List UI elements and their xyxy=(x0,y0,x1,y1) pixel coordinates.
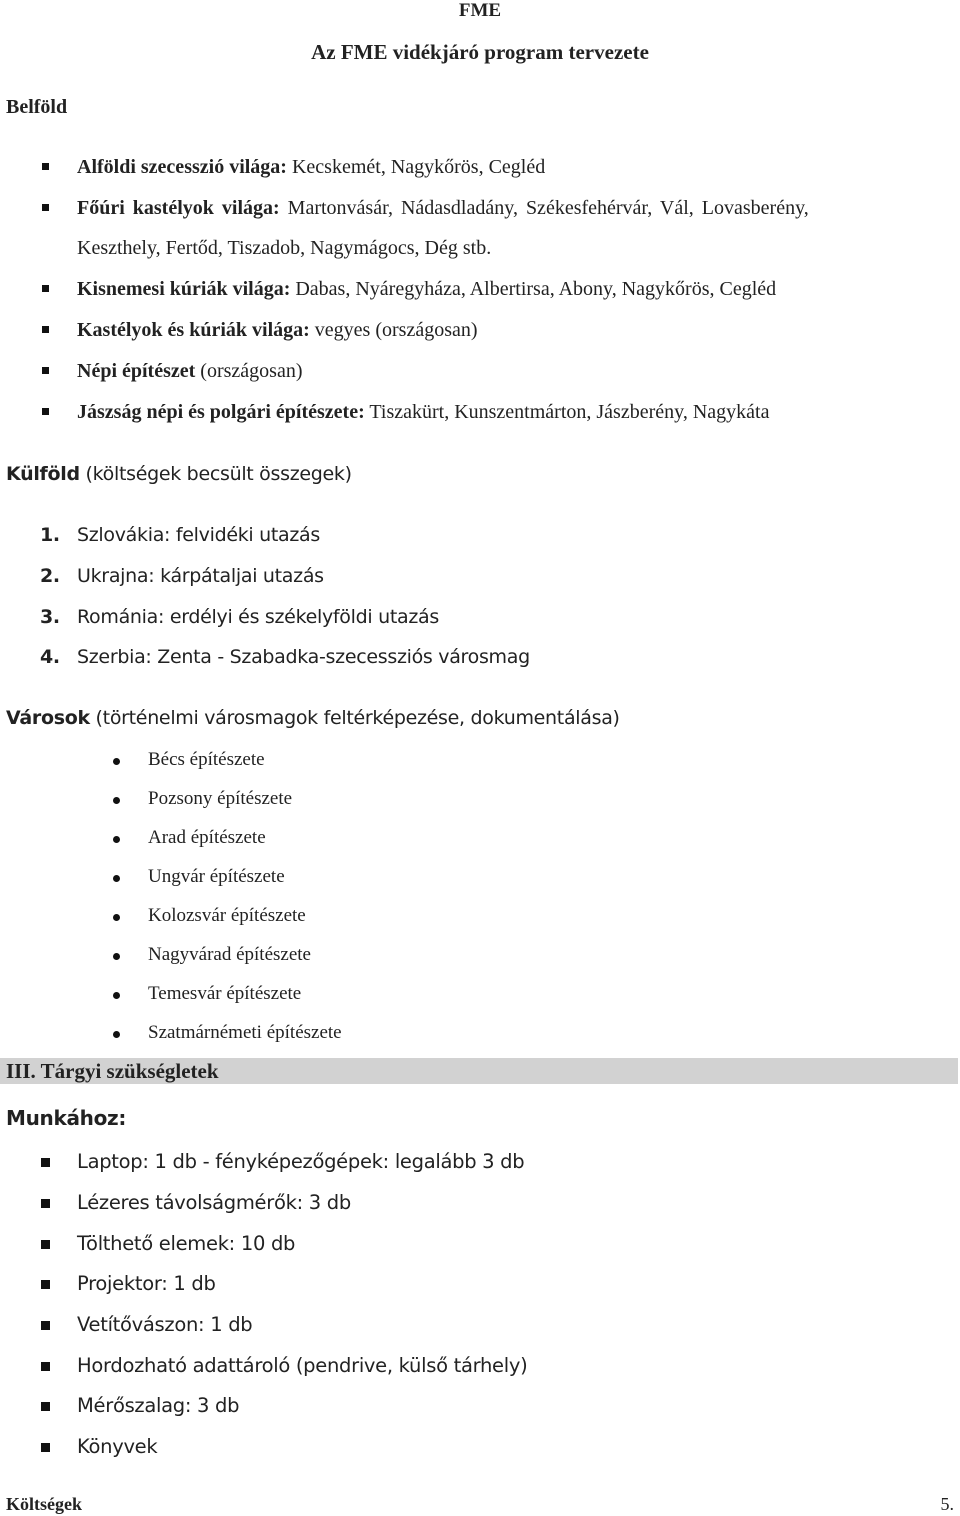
list-item: Ungvár építészete xyxy=(148,866,285,887)
list-item: 1. xyxy=(40,524,60,546)
round-bullet-icon xyxy=(113,875,120,882)
square-bullet-icon xyxy=(41,1443,50,1452)
list-item-continuation: Keszthely, Fertőd, Tiszadob, Nagymágocs, Dég stb. xyxy=(77,237,492,259)
section-heading-belfold: Belföld xyxy=(6,96,68,118)
round-bullet-icon xyxy=(113,953,120,960)
square-bullet-icon xyxy=(41,1280,50,1289)
square-bullet-icon xyxy=(41,1321,50,1330)
section-heading-targyi: III. Tárgyi szükségletek xyxy=(6,1059,219,1083)
list-item: Vetítővászon: 1 db xyxy=(77,1313,253,1336)
list-item-text: Ukrajna: kárpátaljai utazás xyxy=(77,565,324,587)
list-item: 4. xyxy=(40,646,60,668)
list-item: Alföldi szecesszió világa: Kecskemét, Nagykőrös, Cegléd xyxy=(77,156,546,178)
list-item: Főúri kastélyok világa: Martonvásár, Nádasdladány, Székesfehérvár, Vál, Lovasberény, xyxy=(77,197,809,219)
square-bullet-icon xyxy=(42,367,49,374)
list-item: Könyvek xyxy=(77,1435,158,1458)
round-bullet-icon xyxy=(113,992,120,999)
square-bullet-icon xyxy=(41,1240,50,1249)
square-bullet-icon xyxy=(41,1402,50,1411)
list-item: Hordozható adattároló (pendrive, külső tárhely) xyxy=(77,1354,528,1377)
round-bullet-icon xyxy=(113,1031,120,1038)
list-item: Tölthető elemek: 10 db xyxy=(77,1232,296,1255)
square-bullet-icon xyxy=(42,326,49,333)
square-bullet-icon xyxy=(41,1362,50,1371)
document-title: Az FME vidékjáró program tervezete xyxy=(311,40,649,64)
square-bullet-icon xyxy=(42,285,49,292)
list-item: Kisnemesi kúriák világa: Dabas, Nyáregyháza, Albertirsa, Abony, Nagykőrös, Cegléd xyxy=(77,278,777,300)
list-item: 3. xyxy=(40,606,60,628)
list-item: Temesvár építészete xyxy=(148,983,302,1004)
list-item: Kolozsvár építészete xyxy=(148,905,306,926)
square-bullet-icon xyxy=(41,1199,50,1208)
square-bullet-icon xyxy=(41,1158,50,1167)
list-item-text: Szlovákia: felvidéki utazás xyxy=(77,524,320,546)
list-item: Mérőszalag: 3 db xyxy=(77,1394,240,1417)
list-item: Laptop: 1 db - fényképezőgépek: legalább 3 db xyxy=(77,1150,525,1173)
list-item: Pozsony építészete xyxy=(148,788,293,809)
section-heading-munkahoz: Munkához: xyxy=(6,1106,127,1130)
list-item: Nagyvárad építészete xyxy=(148,944,311,965)
list-item: Arad építészete xyxy=(148,827,266,848)
list-item: Projektor: 1 db xyxy=(77,1272,216,1295)
square-bullet-icon xyxy=(42,408,49,415)
list-item-text: Szerbia: Zenta - Szabadka-szecessziós városmag xyxy=(77,646,530,668)
round-bullet-icon xyxy=(113,836,120,843)
footer-label: Költségek xyxy=(6,1494,82,1514)
page-number: 5. xyxy=(940,1494,954,1514)
header-org: FME xyxy=(458,0,502,21)
list-item: Kastélyok és kúriák világa: vegyes (országosan) xyxy=(77,319,478,341)
round-bullet-icon xyxy=(113,758,120,765)
list-item: 2. xyxy=(40,565,60,587)
section-heading-kulfold: Külföld (költségek becsült összegek) xyxy=(6,463,352,485)
round-bullet-icon xyxy=(113,914,120,921)
list-item-text: Románia: erdélyi és székelyföldi utazás xyxy=(77,606,439,628)
round-bullet-icon xyxy=(113,797,120,804)
list-item: Lézeres távolságmérők: 3 db xyxy=(77,1191,351,1214)
list-item: Jászság népi és polgári építészete: Tiszakürt, Kunszentmárton, Jászberény, Nagykáta xyxy=(77,401,770,423)
section-heading-varosok: Városok (történelmi városmagok feltérképezése, dokumentálása) xyxy=(6,707,620,729)
square-bullet-icon xyxy=(42,204,49,211)
list-item: Szatmárnémeti építészete xyxy=(148,1022,342,1043)
list-item: Bécs építészete xyxy=(148,749,265,770)
square-bullet-icon xyxy=(42,163,49,170)
list-item: Népi építészet (országosan) xyxy=(77,360,303,382)
